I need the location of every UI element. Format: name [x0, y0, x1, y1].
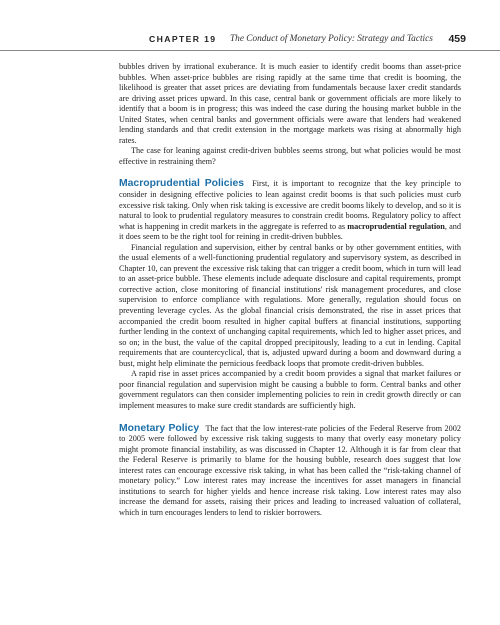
macroprudential-text-after: , and it does seem to be the right tool for reining in credit-driven bubbles. — [119, 221, 462, 242]
paragraph-case-for-leaning: The case for leaning against credit-driven bubbles seems strong, but what policies would be most effective in restraining them? — [119, 146, 461, 166]
monetary-policy-text: The fact that the low interest-rate policies of the Federal Reserve from 2002 to 2005 were followed by excessive risk taking suggests to many that overly easy monetary policy might promote financial instability, as was discussed in Chapter 12. Although it is far from clear that the Federal Reserve is primarily to blame for the housing bubble, research does suggest that low interest rates can encourage excessive risk taking, in what has been called the “risk-taking channel of monetary policy.” Low interest rates may increase the incentives for asset managers in financial institutions to search for higher yields and hence increase risk taking. Low interest rates may also increase the demand for assets, raising their prices and leading to increased valuation of collateral, which in turn encourages lenders to lend to riskier borrowers. — [119, 423, 461, 517]
paragraph-regulation-supervision: Financial regulation and supervision, either by central banks or by other government entities, with the usual elements of a well-functioning prudential regulatory and supervisory system, as described in Chapter 10, can prevent the excessive risk taking that can trigger a credit boom, which in turn will lead to an asset-price bubble. These elements include adequate disclosure and capital requirements, prompt corrective action, close monitoring of financial institutions' risk management procedures, and close supervision to enforce compliance with regulations. More generally, regulation should focus on preventing leverage cycles. As the global financial crisis demonstrated, the rise in asset prices that accompanied the credit boom resulted in higher capital buffers at financial institutions, supporting further lending in the context of unchanging capital requirements, which led to higher asset prices, and so on; in the bust, the value of the capital dropped precipitously, leading to a cut in lending. Capital requirements that are countercyclical, that is, adjusted upward during a boom and downward during a bust, might help eliminate the pernicious feedback loops that promote credit-driven bubbles. — [119, 242, 461, 368]
key-term-macroprudential-regulation: macroprudential regulation — [347, 221, 445, 231]
running-header — [0, 34, 500, 51]
section-macroprudential — [119, 179, 461, 242]
macroprudential-text-before: First, it is important to recognize that the key principle to consider in designing effective policies to lean against credit booms is that such policies must curb excessive risk taking. Only when risk taking is excessive are credit booms likely to develop, and so it is natural to look to prudential regulatory measures to constrain credit booms. Regulatory policy to affect what is happening in credit markets in the aggregate is referred to as — [119, 179, 461, 231]
body-text — [119, 62, 461, 518]
running-title: The Conduct of Monetary Policy: Strategy and Tactics — [230, 34, 433, 44]
section-heading-macroprudential: Macroprudential Policies — [119, 178, 245, 190]
paragraph-asset-price-signal: A rapid rise in asset prices accompanied by a credit boom provides a signal that market failures or poor financial regulation and supervision might be causing a bubble to form. Central banks and other government regulators can then consider implementing policies to rein in credit growth directly or can implement measures to make sure credit standards are sufficiently high. — [119, 369, 461, 410]
section-heading-monetary-policy: Monetary Policy — [119, 422, 200, 434]
paragraph-bubbles-continued: bubbles driven by irrational exuberance. It is much easier to identify credit booms than asset-price bubbles. When asset-price bubbles are rising rapidly at the same time that credit is booming, the likelihood is greater that asset prices are deviating from fundamentals because laxer credit standards are driving asset prices upward. In this case, central bank or government officials are more likely to identify that a boom is in progress; this was indeed the case during the housing market bubble in the United States, when central banks and government officials were aware that lenders had weakened lending standards and that credit extension in the mortgage markets was rising at abnormally high rates. — [119, 62, 461, 145]
section-monetary-policy — [119, 424, 461, 519]
page-number: 459 — [448, 33, 466, 45]
chapter-label: CHAPTER 19 — [149, 34, 217, 44]
